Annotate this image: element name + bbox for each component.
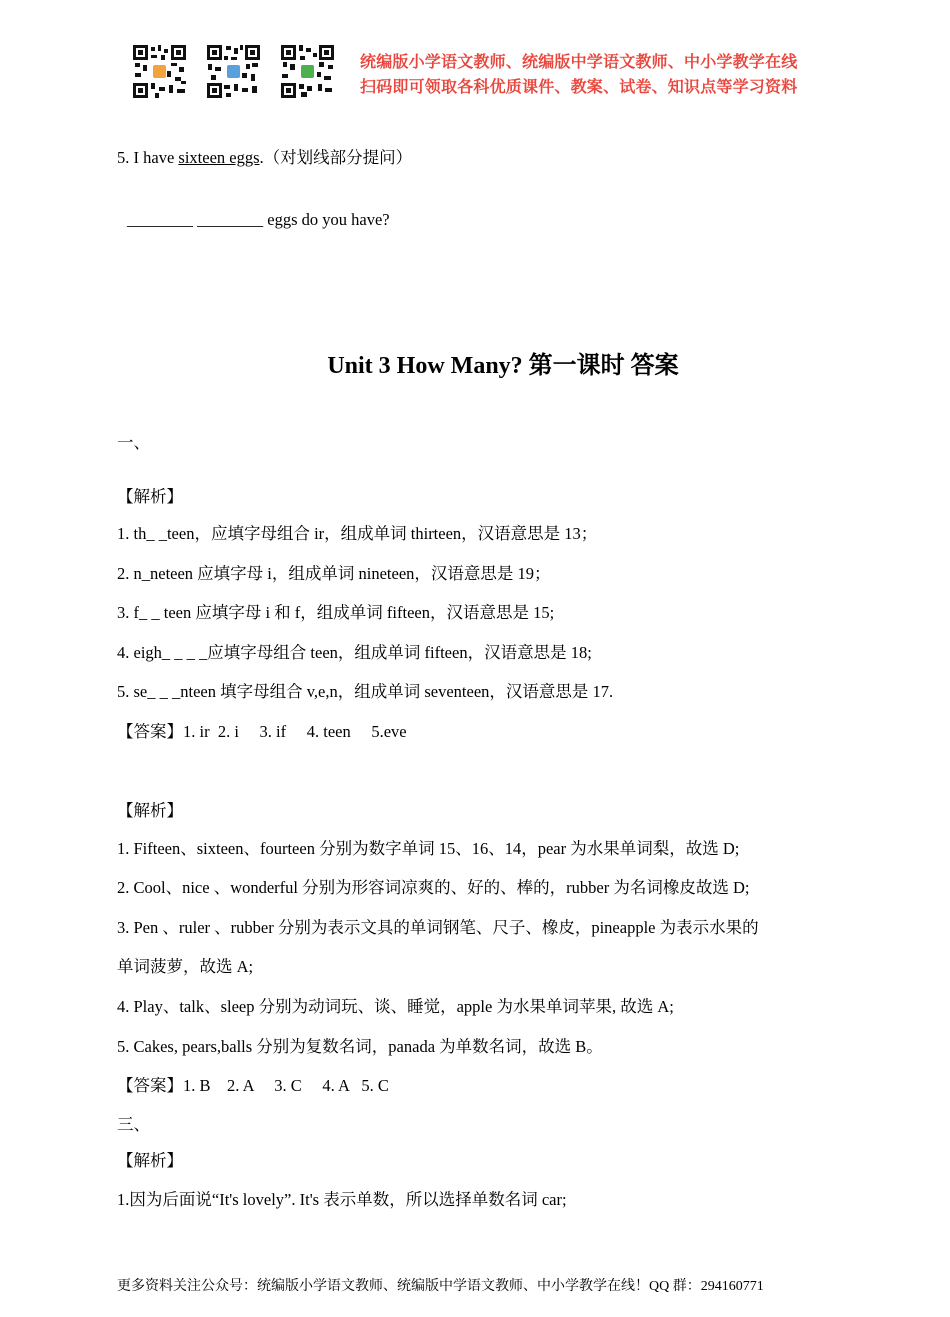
banner-line-1: 统编版小学语文教师、统编版中学语文教师、中小学教学在线 (360, 52, 798, 71)
question-5-suffix: .（对划线部分提问） (259, 148, 413, 167)
section-3-item: 1.因为后面说“It's lovely”. It's 表示单数，所以选择单数名词 car; (117, 1190, 567, 1209)
section-1-item: 3. f_ _ teen 应填字母 i 和 f，组成单词 fifteen，汉语意思是 15; (117, 603, 555, 622)
section-1-heading: 一、 (117, 433, 150, 452)
qr-code-1 (131, 43, 188, 100)
section-2-item: 3. Pen 、ruler 、rubber 分别为表示文具的单词钢笔、尺子、橡皮，pineapple 为表示水果的 (117, 918, 759, 937)
question-5-prefix: 5. I have (117, 148, 179, 167)
qr-code-2 (205, 43, 262, 100)
section-2-item: 单词菠萝，故选 A; (117, 957, 254, 976)
section-1-item: 2. n_neteen 应填字母 i，组成单词 nineteen，汉语意思是 19； (117, 564, 551, 583)
section-2-item: 5. Cakes, pears,balls 分别为复数名词，panada 为单数名词，故选 B。 (117, 1037, 603, 1056)
section-2-analysis-label: 【解析】 (117, 801, 183, 820)
section-2-item: 4. Play、talk、sleep 分别为动词玩、谈、睡觉，apple 为水果单词苹果, 故选 A; (117, 997, 674, 1016)
qr-code-3 (279, 43, 336, 100)
section-2-answer: 【答案】1. B 2. A 3. C 4. A 5. C (117, 1076, 389, 1095)
section-1-item: 4. eigh_ _ _ _应填字母组合 teen，组成单词 fifteen，汉语意思是 18; (117, 643, 592, 662)
page-footer: 更多资料关注公众号：统编版小学语文教师、统编版中学语文教师、中小学教学在线！QQ 群：294160771 (117, 1279, 764, 1294)
section-3-heading: 三、 (117, 1115, 150, 1134)
section-1-analysis-label: 【解析】 (117, 487, 183, 506)
question-5-answer-line: ________ ________ eggs do you have? (127, 210, 390, 229)
section-1-item: 5. se_ _ _nteen 填字母组合 v,e,n，组成单词 seventeen，汉语意思是 17. (117, 682, 614, 701)
section-1-item: 1. th_ _teen，应填字母组合 ir，组成单词 thirteen，汉语意思是 13； (117, 524, 598, 543)
page-title: Unit 3 How Many? 第一课时 答案 (327, 353, 679, 379)
section-2-item: 1. Fifteen、sixteen、fourteen 分别为数字单词 15、16、14，pear 为水果单词梨，故选 D; (117, 839, 740, 858)
section-3-analysis-label: 【解析】 (117, 1151, 183, 1170)
banner-line-2: 扫码即可领取各科优质课件、教案、试卷、知识点等学习资料 (360, 77, 798, 96)
section-1-answer: 【答案】1. ir 2. i 3. if 4. teen 5.eve (117, 722, 407, 741)
section-2-item: 2. Cool、nice 、wonderful 分别为形容词凉爽的、好的、棒的，rubber 为名词橡皮故选 D; (117, 878, 750, 897)
question-5-underlined: sixteen eggs (178, 148, 260, 167)
question-5 (117, 148, 412, 168)
